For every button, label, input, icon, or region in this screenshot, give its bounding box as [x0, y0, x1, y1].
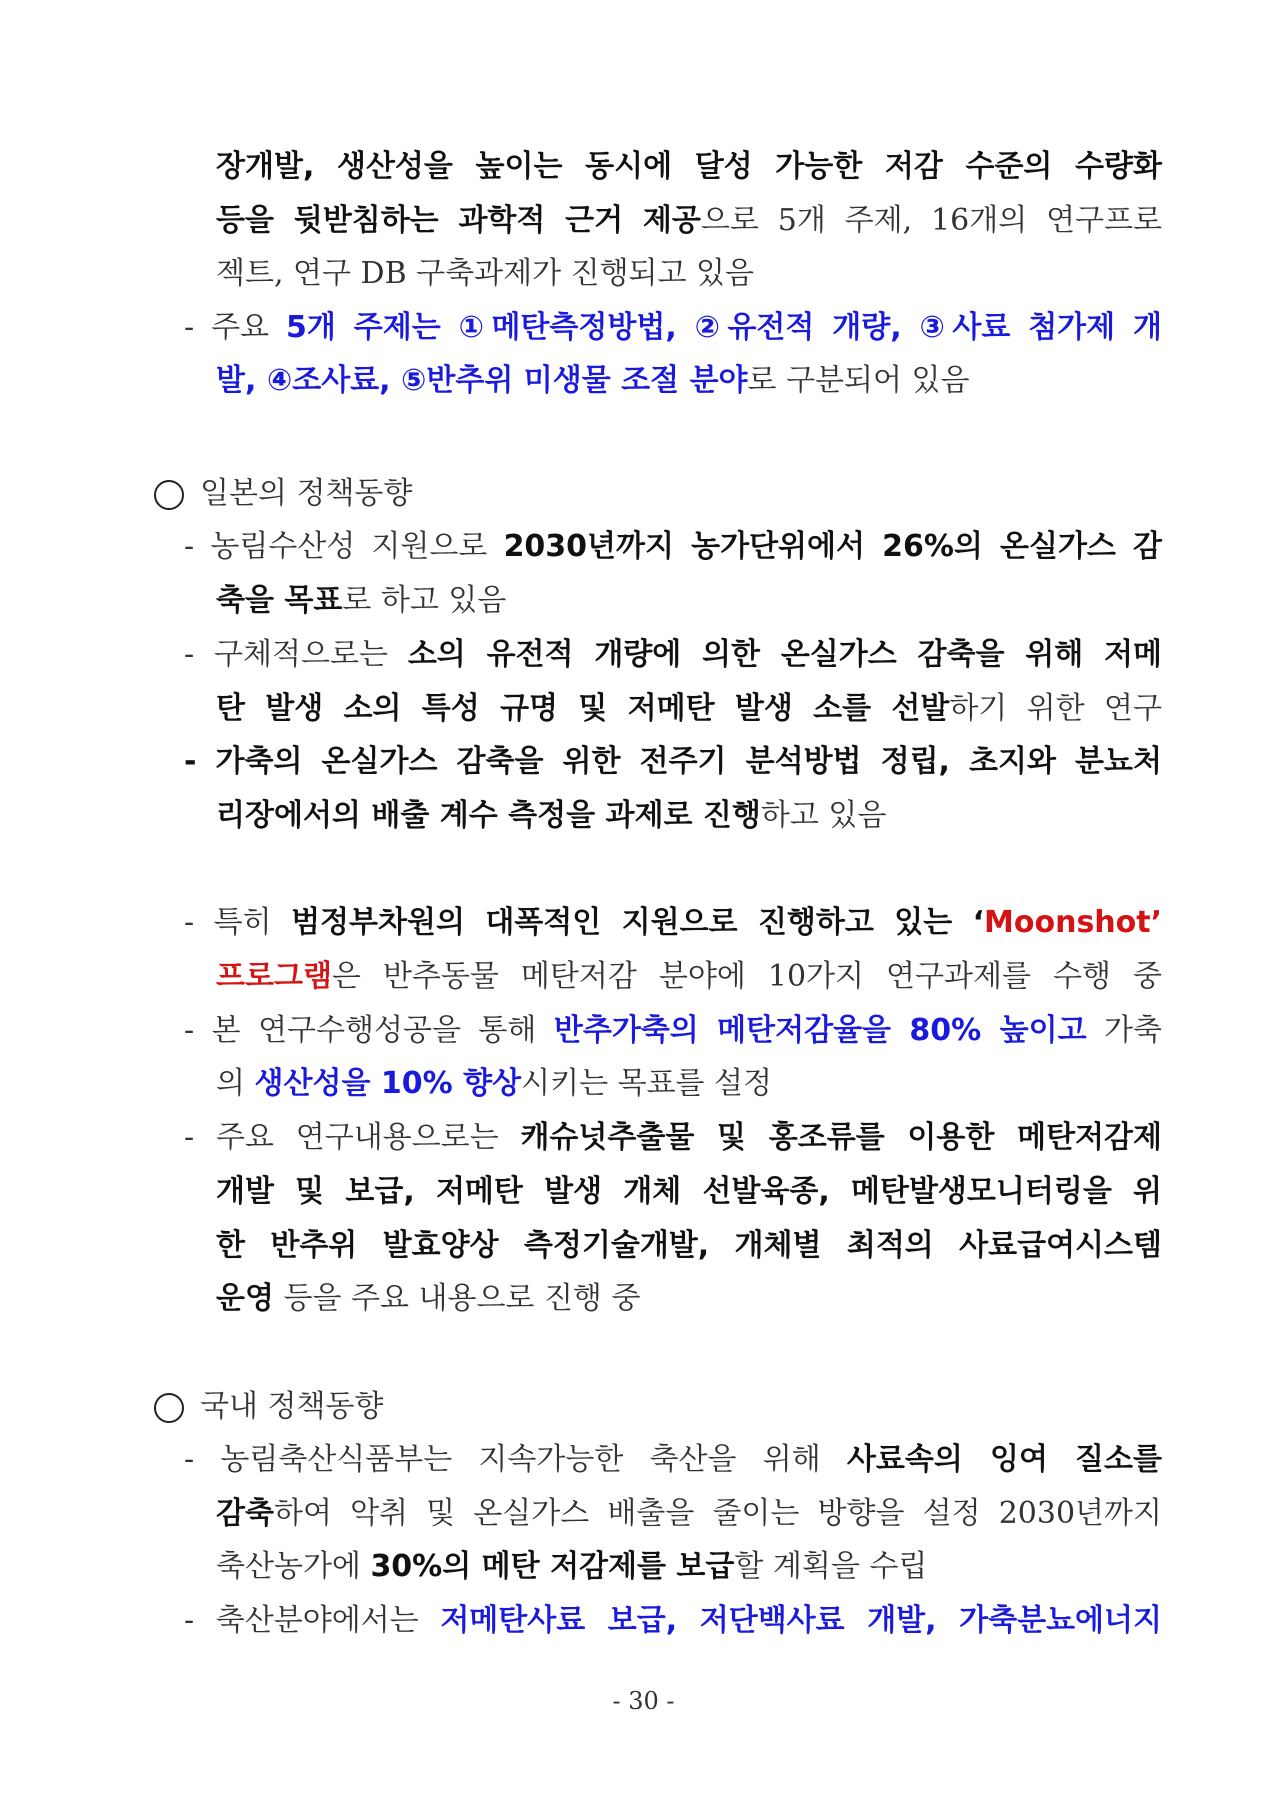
japan-b1-l2-rest: 로 하고 있음 [342, 583, 507, 618]
japan-b5-l2-blue: 생산성을 10% 향상 [254, 1066, 522, 1101]
japan-b3-prefix: - [184, 744, 216, 779]
japan-b4-bold: 범정부차원의 대폭적인 지원으로 진행하고 있는 ‘ [291, 905, 985, 940]
para1-line3: 젝트, 연구 DB 구축과제가 진행되고 있음 [216, 256, 755, 291]
japan-b6-prefix: - 주요 연구내용으로는 [184, 1120, 521, 1155]
para1-line5-rest: 로 구분되어 있음 [747, 363, 970, 398]
japan-heading: 일본의 정책동향 [200, 476, 413, 511]
japan-b6-line4 [216, 1279, 640, 1319]
japan-b5-rest: 가축 [1086, 1013, 1163, 1048]
japan-b5-line1 [184, 1011, 1162, 1051]
domestic-b1-l2-bold: 감축 [216, 1496, 274, 1531]
japan-b3-line2 [216, 796, 886, 836]
para1-line5-blue: 발, ④조사료, ⑤반추위 미생물 조절 분야 [216, 363, 748, 398]
para1-line5 [216, 361, 969, 401]
japan-b3-line1 [184, 742, 1162, 782]
japan-b6-l4-bold: 운영 [216, 1281, 274, 1316]
domestic-b1-prefix: - 농림축산식품부는 지속가능한 축산을 위해 [184, 1442, 847, 1477]
para1-line4 [184, 308, 1162, 348]
japan-b1-prefix: - 농림수산성 지원으로 [184, 529, 504, 564]
para1-line4-prefix: - 주요 [184, 310, 287, 345]
japan-b4-prefix: - 특히 [184, 905, 292, 940]
japan-b3-bold: 가축의 온실가스 감축을 위한 전주기 분석방법 정립, 초지와 분뇨처 [215, 744, 1162, 779]
japan-b1-line1 [184, 527, 1162, 567]
para1-line1: 장개발, 생산성을 높이는 동시에 달성 가능한 저감 수준의 수량화 [216, 149, 1162, 184]
domestic-b1-bold: 사료속의 잉여 질소를 [846, 1442, 1162, 1477]
domestic-b1-l3-rest: 할 계획을 수립 [734, 1549, 928, 1584]
domestic-b1-line2 [216, 1494, 1162, 1534]
japan-b5-l2-prefix: 의 [216, 1066, 255, 1101]
japan-b2-line2 [216, 689, 1162, 729]
para1-line2 [216, 201, 1162, 241]
japan-b6-l4-rest: 등을 주요 내용으로 진행 중 [273, 1281, 641, 1316]
japan-b5-prefix: - 본 연구수행성공을 통해 [184, 1013, 554, 1048]
domestic-b1-line3 [216, 1547, 927, 1587]
japan-b6-line2: 개발 및 보급, 저메탄 발생 개체 선발육종, 메탄발생모니터링을 위 [216, 1174, 1162, 1209]
domestic-b2-blue: 저메탄사료 보급, 저단백사료 개발, 가축분뇨에너지 [440, 1603, 1162, 1638]
japan-b1-line2 [216, 581, 506, 621]
japan-b2-bold: 소의 유전적 개량에 의한 온실가스 감축을 위해 저메 [407, 637, 1162, 672]
para1-line2-rest: 으로 5개 주제, 16개의 연구프로 [700, 203, 1162, 238]
japan-b5-l2-rest: 시키는 목표를 설정 [521, 1066, 773, 1101]
japan-b6-line3: 한 반추위 발효양상 측정기술개발, 개체별 최적의 사료급여시스템 [216, 1228, 1162, 1263]
circle-bullet-icon [154, 1393, 184, 1423]
domestic-b2-line1 [184, 1601, 1162, 1641]
japan-b6-line1 [184, 1118, 1162, 1158]
japan-b2-l2-rest: 하기 위한 연구 [949, 691, 1162, 726]
japan-b1-bold: 2030년까지 농가단위에서 26%의 온실가스 감 [503, 529, 1162, 564]
para1-line4-blue: 5개 주제는 ①메탄측정방법, ②유전적 개량, ③사료 첨가제 개 [286, 310, 1162, 345]
domestic-b2-prefix: - 축산분야에서는 [184, 1603, 441, 1638]
japan-b3-l2-bold: 리장에서의 배출 계수 측정을 과제로 진행 [216, 798, 761, 833]
japan-b2-l2-bold: 탄 발생 소의 특성 규명 및 저메탄 발생 소를 선발 [216, 691, 950, 726]
japan-b2-prefix: - 구체적으로는 [184, 637, 408, 672]
japan-b6-bold: 캐슈넛추출물 및 홍조류를 이용한 메탄저감제 [520, 1120, 1162, 1155]
japan-b4-red: Moonshot’ [984, 905, 1163, 940]
japan-b4-l2-red: 프로그램 [216, 959, 332, 994]
para1-line2-bold: 등을 뒷받침하는 과학적 근거 제공 [216, 203, 701, 238]
japan-b5-blue: 반추가축의 메탄저감율을 80% 높이고 [553, 1013, 1087, 1048]
domestic-heading: 국내 정책동향 [200, 1389, 384, 1424]
japan-b4-line2 [216, 957, 1162, 997]
japan-b2-line1 [184, 635, 1162, 675]
japan-b4-l2-rest: 은 반추동물 메탄저감 분야에 10가지 연구과제를 수행 중 [331, 959, 1162, 994]
japan-b1-l2-bold: 축을 목표 [216, 583, 343, 618]
domestic-b1-l3-bold: 30%의 메탄 저감제를 보급 [370, 1549, 735, 1584]
japan-b5-line2 [216, 1064, 772, 1104]
domestic-b1-line1 [184, 1440, 1162, 1480]
domestic-b1-l3-prefix: 축산농가에 [216, 1549, 371, 1584]
domestic-b1-l2-rest: 하여 악취 및 온실가스 배출을 줄이는 방향을 설정 2030년까지 [273, 1496, 1162, 1531]
japan-b4-line1 [184, 903, 1162, 943]
japan-b3-l2-rest: 하고 있음 [760, 798, 887, 833]
circle-bullet-icon [154, 480, 184, 510]
page-number: - 30 - [612, 1687, 675, 1715]
